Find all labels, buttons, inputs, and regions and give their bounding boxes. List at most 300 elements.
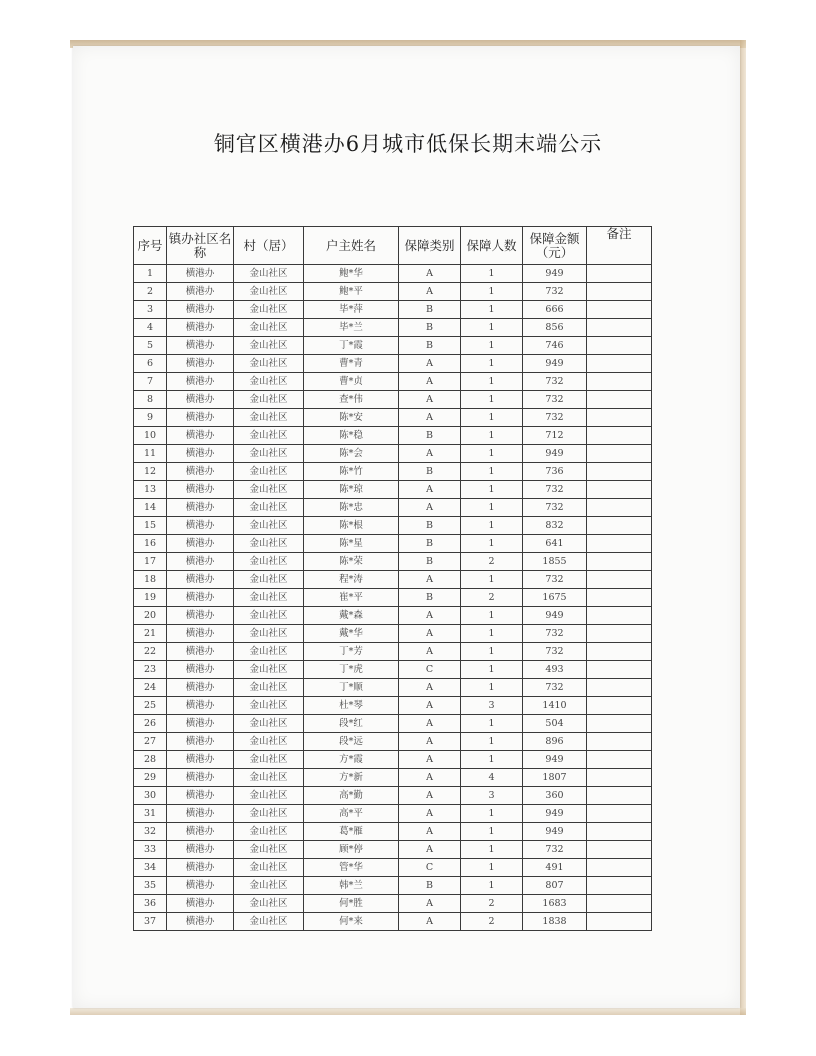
cell-village: 金山社区 bbox=[234, 787, 304, 805]
cell-seq: 24 bbox=[134, 679, 167, 697]
cell-seq: 18 bbox=[134, 571, 167, 589]
cell-village: 金山社区 bbox=[234, 697, 304, 715]
table-row bbox=[134, 859, 652, 877]
cell-count: 1 bbox=[461, 859, 523, 877]
cell-count: 1 bbox=[461, 679, 523, 697]
cell-seq: 3 bbox=[134, 301, 167, 319]
table-row bbox=[134, 697, 652, 715]
cell-type: B bbox=[399, 337, 461, 355]
cell-note bbox=[587, 697, 652, 715]
cell-seq: 15 bbox=[134, 517, 167, 535]
cell-amount: 832 bbox=[523, 517, 587, 535]
cell-village: 金山社区 bbox=[234, 805, 304, 823]
cell-village: 金山社区 bbox=[234, 481, 304, 499]
cell-note bbox=[587, 445, 652, 463]
cell-note bbox=[587, 301, 652, 319]
cell-town: 横港办 bbox=[167, 535, 234, 553]
cell-note bbox=[587, 913, 652, 931]
table-row bbox=[134, 463, 652, 481]
cell-seq: 6 bbox=[134, 355, 167, 373]
cell-town: 横港办 bbox=[167, 625, 234, 643]
cell-type: A bbox=[399, 769, 461, 787]
table-row bbox=[134, 499, 652, 517]
cell-amount: 949 bbox=[523, 445, 587, 463]
cell-village: 金山社区 bbox=[234, 859, 304, 877]
cell-village: 金山社区 bbox=[234, 337, 304, 355]
cell-village: 金山社区 bbox=[234, 589, 304, 607]
cell-count: 1 bbox=[461, 805, 523, 823]
cell-amount: 732 bbox=[523, 625, 587, 643]
cell-amount: 641 bbox=[523, 535, 587, 553]
cell-amount: 732 bbox=[523, 391, 587, 409]
cell-name: 高*勤 bbox=[304, 787, 399, 805]
cell-note bbox=[587, 841, 652, 859]
cell-count: 1 bbox=[461, 445, 523, 463]
cell-name: 丁*虎 bbox=[304, 661, 399, 679]
cell-type: B bbox=[399, 427, 461, 445]
cell-village: 金山社区 bbox=[234, 319, 304, 337]
cell-town: 横港办 bbox=[167, 859, 234, 877]
table-row bbox=[134, 679, 652, 697]
cell-name: 鲍*华 bbox=[304, 265, 399, 283]
cell-count: 1 bbox=[461, 841, 523, 859]
cell-note bbox=[587, 337, 652, 355]
cell-village: 金山社区 bbox=[234, 877, 304, 895]
cell-amount: 746 bbox=[523, 337, 587, 355]
cell-village: 金山社区 bbox=[234, 607, 304, 625]
cell-town: 横港办 bbox=[167, 679, 234, 697]
cell-town: 横港办 bbox=[167, 409, 234, 427]
cell-type: A bbox=[399, 913, 461, 931]
cell-name: 段*红 bbox=[304, 715, 399, 733]
cell-town: 横港办 bbox=[167, 823, 234, 841]
cell-type: B bbox=[399, 535, 461, 553]
cell-type: C bbox=[399, 859, 461, 877]
cell-village: 金山社区 bbox=[234, 427, 304, 445]
cell-type: A bbox=[399, 697, 461, 715]
cell-seq: 13 bbox=[134, 481, 167, 499]
cell-town: 横港办 bbox=[167, 445, 234, 463]
cell-name: 程*涛 bbox=[304, 571, 399, 589]
header-type: 保障类别 bbox=[399, 227, 461, 265]
cell-note bbox=[587, 877, 652, 895]
cell-type: A bbox=[399, 409, 461, 427]
cell-seq: 27 bbox=[134, 733, 167, 751]
cell-count: 4 bbox=[461, 769, 523, 787]
cell-name: 段*远 bbox=[304, 733, 399, 751]
table-row bbox=[134, 481, 652, 499]
cell-count: 2 bbox=[461, 553, 523, 571]
cell-note bbox=[587, 355, 652, 373]
table-row bbox=[134, 625, 652, 643]
cell-count: 1 bbox=[461, 427, 523, 445]
cell-seq: 29 bbox=[134, 769, 167, 787]
cell-seq: 7 bbox=[134, 373, 167, 391]
cell-town: 横港办 bbox=[167, 355, 234, 373]
cell-name: 丁*霞 bbox=[304, 337, 399, 355]
cell-note bbox=[587, 283, 652, 301]
cell-village: 金山社区 bbox=[234, 391, 304, 409]
header-town: 镇办社区名称 bbox=[167, 227, 234, 265]
cell-count: 1 bbox=[461, 355, 523, 373]
cell-name: 毕*兰 bbox=[304, 319, 399, 337]
cell-village: 金山社区 bbox=[234, 517, 304, 535]
cell-note bbox=[587, 607, 652, 625]
table-row bbox=[134, 661, 652, 679]
table-row bbox=[134, 571, 652, 589]
cell-village: 金山社区 bbox=[234, 643, 304, 661]
cell-amount: 1675 bbox=[523, 589, 587, 607]
cell-count: 1 bbox=[461, 265, 523, 283]
cell-village: 金山社区 bbox=[234, 535, 304, 553]
cell-village: 金山社区 bbox=[234, 499, 304, 517]
cell-village: 金山社区 bbox=[234, 661, 304, 679]
cell-amount: 732 bbox=[523, 499, 587, 517]
cell-village: 金山社区 bbox=[234, 625, 304, 643]
cell-name: 葛*雁 bbox=[304, 823, 399, 841]
cell-type: B bbox=[399, 589, 461, 607]
cell-village: 金山社区 bbox=[234, 841, 304, 859]
cell-note bbox=[587, 769, 652, 787]
cell-note bbox=[587, 733, 652, 751]
cell-name: 曹*贞 bbox=[304, 373, 399, 391]
cell-count: 1 bbox=[461, 877, 523, 895]
cell-village: 金山社区 bbox=[234, 301, 304, 319]
cell-count: 1 bbox=[461, 751, 523, 769]
cell-name: 陈*忠 bbox=[304, 499, 399, 517]
table-row bbox=[134, 751, 652, 769]
cell-name: 毕*萍 bbox=[304, 301, 399, 319]
cell-note bbox=[587, 481, 652, 499]
cell-note bbox=[587, 625, 652, 643]
cell-village: 金山社区 bbox=[234, 463, 304, 481]
cell-type: A bbox=[399, 895, 461, 913]
table-row bbox=[134, 841, 652, 859]
cell-village: 金山社区 bbox=[234, 715, 304, 733]
cell-amount: 732 bbox=[523, 679, 587, 697]
table-row bbox=[134, 265, 652, 283]
cell-name: 丁*顺 bbox=[304, 679, 399, 697]
table-row bbox=[134, 427, 652, 445]
cell-type: A bbox=[399, 841, 461, 859]
cell-count: 1 bbox=[461, 715, 523, 733]
cell-amount: 360 bbox=[523, 787, 587, 805]
cell-type: A bbox=[399, 823, 461, 841]
cell-note bbox=[587, 787, 652, 805]
cell-count: 1 bbox=[461, 643, 523, 661]
cell-seq: 26 bbox=[134, 715, 167, 733]
table-row bbox=[134, 445, 652, 463]
table-row bbox=[134, 517, 652, 535]
table-row bbox=[134, 895, 652, 913]
cell-note bbox=[587, 661, 652, 679]
cell-town: 横港办 bbox=[167, 697, 234, 715]
cell-amount: 491 bbox=[523, 859, 587, 877]
cell-type: A bbox=[399, 355, 461, 373]
cell-count: 1 bbox=[461, 463, 523, 481]
cell-village: 金山社区 bbox=[234, 355, 304, 373]
cell-name: 陈*星 bbox=[304, 535, 399, 553]
cell-town: 横港办 bbox=[167, 517, 234, 535]
cell-village: 金山社区 bbox=[234, 553, 304, 571]
table-row bbox=[134, 391, 652, 409]
cell-town: 横港办 bbox=[167, 481, 234, 499]
cell-count: 1 bbox=[461, 571, 523, 589]
cell-type: A bbox=[399, 499, 461, 517]
table-row bbox=[134, 535, 652, 553]
cell-town: 横港办 bbox=[167, 643, 234, 661]
table-body bbox=[134, 265, 652, 931]
cell-seq: 16 bbox=[134, 535, 167, 553]
cell-seq: 4 bbox=[134, 319, 167, 337]
cell-type: A bbox=[399, 391, 461, 409]
cell-village: 金山社区 bbox=[234, 769, 304, 787]
cell-count: 2 bbox=[461, 895, 523, 913]
cell-name: 戴*森 bbox=[304, 607, 399, 625]
cell-town: 横港办 bbox=[167, 805, 234, 823]
cell-seq: 25 bbox=[134, 697, 167, 715]
cell-name: 查*伟 bbox=[304, 391, 399, 409]
cell-town: 横港办 bbox=[167, 337, 234, 355]
cell-type: B bbox=[399, 553, 461, 571]
table-row bbox=[134, 805, 652, 823]
cell-seq: 1 bbox=[134, 265, 167, 283]
cell-amount: 1838 bbox=[523, 913, 587, 931]
cell-town: 横港办 bbox=[167, 769, 234, 787]
table-row bbox=[134, 643, 652, 661]
cell-count: 1 bbox=[461, 823, 523, 841]
cell-village: 金山社区 bbox=[234, 751, 304, 769]
cell-note bbox=[587, 553, 652, 571]
cell-count: 1 bbox=[461, 661, 523, 679]
table-row bbox=[134, 607, 652, 625]
header-name: 户主姓名 bbox=[304, 227, 399, 265]
cell-name: 陈*琼 bbox=[304, 481, 399, 499]
cell-amount: 732 bbox=[523, 571, 587, 589]
cell-town: 横港办 bbox=[167, 373, 234, 391]
cell-town: 横港办 bbox=[167, 787, 234, 805]
cell-name: 陈*会 bbox=[304, 445, 399, 463]
subsidy-table bbox=[133, 226, 652, 931]
cell-amount: 807 bbox=[523, 877, 587, 895]
cell-seq: 36 bbox=[134, 895, 167, 913]
cell-seq: 21 bbox=[134, 625, 167, 643]
cell-seq: 5 bbox=[134, 337, 167, 355]
cell-count: 1 bbox=[461, 607, 523, 625]
cell-amount: 949 bbox=[523, 265, 587, 283]
cell-town: 横港办 bbox=[167, 265, 234, 283]
cell-name: 何*来 bbox=[304, 913, 399, 931]
cell-town: 横港办 bbox=[167, 877, 234, 895]
header-village: 村（居） bbox=[234, 227, 304, 265]
cell-type: B bbox=[399, 877, 461, 895]
cell-note bbox=[587, 535, 652, 553]
cell-amount: 1410 bbox=[523, 697, 587, 715]
cell-village: 金山社区 bbox=[234, 823, 304, 841]
cell-type: A bbox=[399, 265, 461, 283]
cell-amount: 949 bbox=[523, 355, 587, 373]
cell-count: 1 bbox=[461, 283, 523, 301]
cell-note bbox=[587, 427, 652, 445]
cell-note bbox=[587, 409, 652, 427]
cell-town: 横港办 bbox=[167, 499, 234, 517]
cell-seq: 22 bbox=[134, 643, 167, 661]
cell-type: A bbox=[399, 625, 461, 643]
cell-name: 顾*停 bbox=[304, 841, 399, 859]
cell-town: 横港办 bbox=[167, 463, 234, 481]
cell-seq: 8 bbox=[134, 391, 167, 409]
cell-note bbox=[587, 823, 652, 841]
cell-count: 3 bbox=[461, 697, 523, 715]
cell-count: 1 bbox=[461, 625, 523, 643]
cell-seq: 33 bbox=[134, 841, 167, 859]
cell-name: 管*华 bbox=[304, 859, 399, 877]
cell-amount: 1683 bbox=[523, 895, 587, 913]
header-note: 备注 bbox=[587, 227, 652, 265]
cell-amount: 856 bbox=[523, 319, 587, 337]
cell-amount: 896 bbox=[523, 733, 587, 751]
cell-amount: 732 bbox=[523, 643, 587, 661]
cell-town: 横港办 bbox=[167, 607, 234, 625]
cell-amount: 949 bbox=[523, 805, 587, 823]
cell-type: A bbox=[399, 751, 461, 769]
cell-town: 横港办 bbox=[167, 553, 234, 571]
cell-type: A bbox=[399, 571, 461, 589]
table-row bbox=[134, 589, 652, 607]
cell-village: 金山社区 bbox=[234, 373, 304, 391]
cell-town: 横港办 bbox=[167, 427, 234, 445]
cell-town: 横港办 bbox=[167, 301, 234, 319]
table-surface-bottom bbox=[70, 1008, 746, 1015]
cell-note bbox=[587, 715, 652, 733]
cell-type: A bbox=[399, 445, 461, 463]
cell-note bbox=[587, 319, 652, 337]
cell-seq: 14 bbox=[134, 499, 167, 517]
table-surface-right bbox=[740, 40, 746, 1015]
cell-type: A bbox=[399, 733, 461, 751]
cell-town: 横港办 bbox=[167, 715, 234, 733]
cell-town: 横港办 bbox=[167, 895, 234, 913]
cell-village: 金山社区 bbox=[234, 409, 304, 427]
header-seq: 序号 bbox=[134, 227, 167, 265]
cell-name: 何*胜 bbox=[304, 895, 399, 913]
cell-seq: 32 bbox=[134, 823, 167, 841]
header-amount: 保障金额（元） bbox=[523, 227, 587, 265]
cell-type: B bbox=[399, 517, 461, 535]
cell-town: 横港办 bbox=[167, 841, 234, 859]
cell-town: 横港办 bbox=[167, 283, 234, 301]
cell-amount: 1855 bbox=[523, 553, 587, 571]
cell-note bbox=[587, 751, 652, 769]
cell-name: 陈*稳 bbox=[304, 427, 399, 445]
cell-seq: 19 bbox=[134, 589, 167, 607]
cell-town: 横港办 bbox=[167, 391, 234, 409]
cell-name: 韩*兰 bbox=[304, 877, 399, 895]
cell-name: 陈*荣 bbox=[304, 553, 399, 571]
cell-name: 鲍*平 bbox=[304, 283, 399, 301]
cell-type: A bbox=[399, 679, 461, 697]
cell-seq: 11 bbox=[134, 445, 167, 463]
cell-village: 金山社区 bbox=[234, 733, 304, 751]
cell-note bbox=[587, 571, 652, 589]
cell-seq: 31 bbox=[134, 805, 167, 823]
cell-count: 2 bbox=[461, 589, 523, 607]
cell-name: 陈*安 bbox=[304, 409, 399, 427]
cell-town: 横港办 bbox=[167, 913, 234, 931]
cell-amount: 1807 bbox=[523, 769, 587, 787]
cell-name: 方*新 bbox=[304, 769, 399, 787]
cell-amount: 493 bbox=[523, 661, 587, 679]
cell-name: 陈*竹 bbox=[304, 463, 399, 481]
cell-village: 金山社区 bbox=[234, 283, 304, 301]
cell-type: A bbox=[399, 481, 461, 499]
cell-village: 金山社区 bbox=[234, 913, 304, 931]
cell-town: 横港办 bbox=[167, 661, 234, 679]
cell-name: 戴*华 bbox=[304, 625, 399, 643]
table-row bbox=[134, 553, 652, 571]
cell-type: C bbox=[399, 661, 461, 679]
cell-amount: 504 bbox=[523, 715, 587, 733]
table-row bbox=[134, 769, 652, 787]
table-row bbox=[134, 409, 652, 427]
table-row bbox=[134, 913, 652, 931]
cell-name: 崔*平 bbox=[304, 589, 399, 607]
cell-type: A bbox=[399, 643, 461, 661]
cell-village: 金山社区 bbox=[234, 679, 304, 697]
cell-note bbox=[587, 463, 652, 481]
cell-count: 3 bbox=[461, 787, 523, 805]
cell-type: B bbox=[399, 319, 461, 337]
cell-seq: 34 bbox=[134, 859, 167, 877]
cell-seq: 35 bbox=[134, 877, 167, 895]
cell-seq: 23 bbox=[134, 661, 167, 679]
cell-note bbox=[587, 679, 652, 697]
cell-town: 横港办 bbox=[167, 589, 234, 607]
table-header-row bbox=[134, 227, 652, 265]
cell-town: 横港办 bbox=[167, 751, 234, 769]
cell-name: 方*霞 bbox=[304, 751, 399, 769]
table-row bbox=[134, 301, 652, 319]
cell-village: 金山社区 bbox=[234, 445, 304, 463]
cell-count: 1 bbox=[461, 535, 523, 553]
page-title: 铜官区横港办6月城市低保长期末端公示 bbox=[213, 132, 603, 156]
cell-note bbox=[587, 265, 652, 283]
cell-count: 1 bbox=[461, 733, 523, 751]
cell-type: B bbox=[399, 301, 461, 319]
cell-name: 陈*根 bbox=[304, 517, 399, 535]
cell-amount: 736 bbox=[523, 463, 587, 481]
cell-name: 杜*琴 bbox=[304, 697, 399, 715]
table-row bbox=[134, 319, 652, 337]
cell-count: 1 bbox=[461, 301, 523, 319]
cell-count: 1 bbox=[461, 517, 523, 535]
cell-amount: 666 bbox=[523, 301, 587, 319]
cell-seq: 17 bbox=[134, 553, 167, 571]
cell-town: 横港办 bbox=[167, 319, 234, 337]
cell-count: 1 bbox=[461, 409, 523, 427]
cell-type: A bbox=[399, 283, 461, 301]
cell-amount: 732 bbox=[523, 841, 587, 859]
cell-note bbox=[587, 643, 652, 661]
cell-count: 1 bbox=[461, 499, 523, 517]
cell-village: 金山社区 bbox=[234, 571, 304, 589]
table-row bbox=[134, 787, 652, 805]
cell-count: 1 bbox=[461, 373, 523, 391]
cell-amount: 732 bbox=[523, 283, 587, 301]
cell-type: A bbox=[399, 607, 461, 625]
cell-type: A bbox=[399, 373, 461, 391]
cell-count: 1 bbox=[461, 391, 523, 409]
